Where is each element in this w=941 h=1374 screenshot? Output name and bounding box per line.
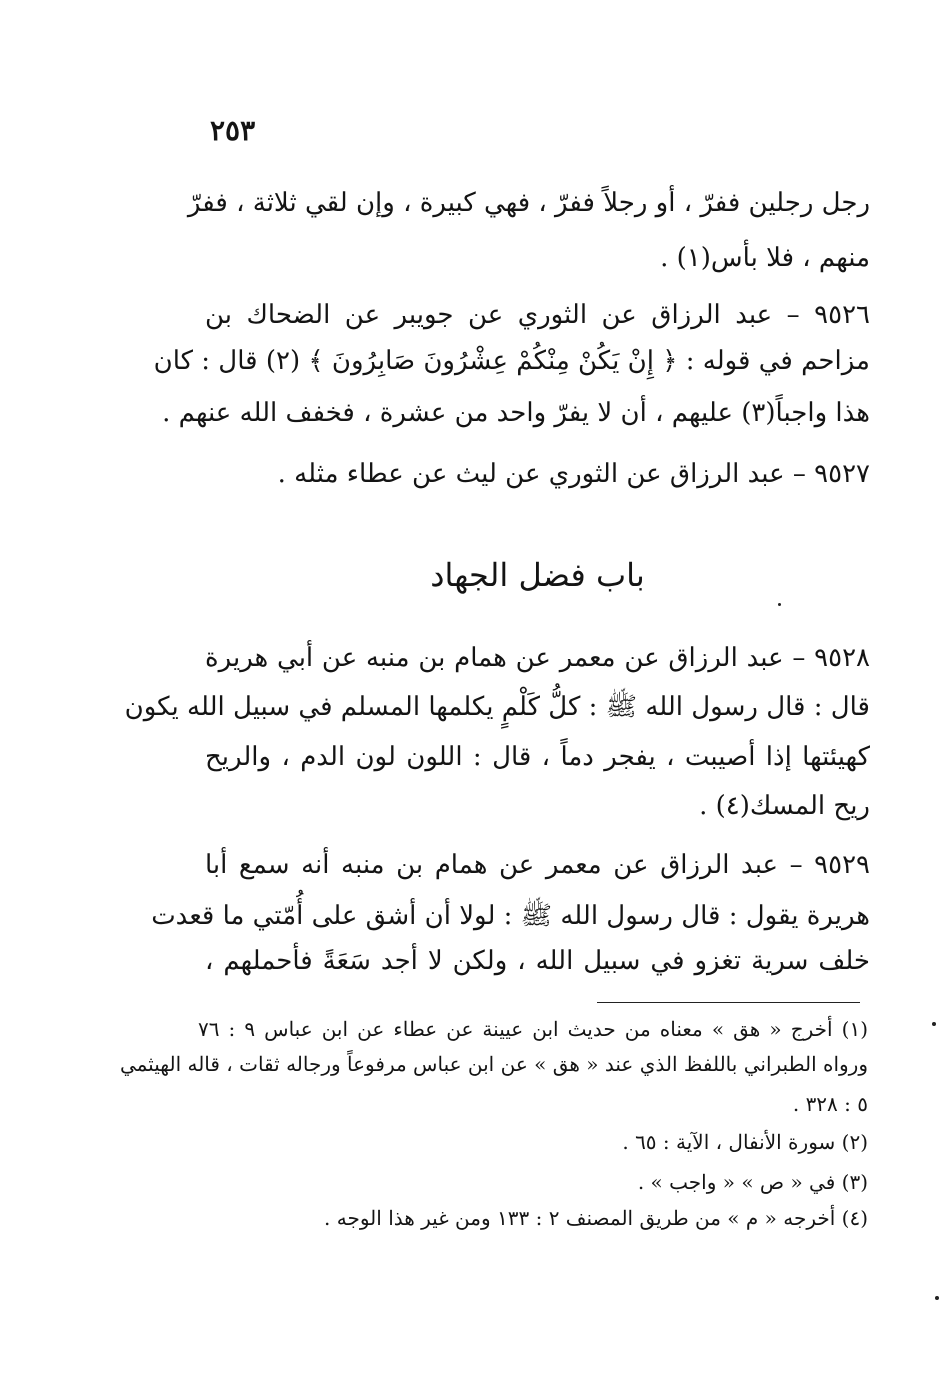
footnote-2: (٢) سورة الأنفال ، الآية : ٦٥ . (622, 1130, 868, 1154)
text-line: مزاحم في قوله : ﴿ إِنْ يَكُنْ مِنْكُمْ عِشْرُونَ صَابِرُونَ ﴾ (٢) قال : كان (153, 346, 870, 376)
text-line: كهيئتها إذا أصيبت ، يفجر دماً ، قال : اللون لون الدم ، والريح (205, 742, 870, 772)
text-line: خلف سرية تغزو في سبيل الله ، ولكن لا أجد سَعَةً فأحملهم ، (205, 946, 870, 976)
text-line: رجل رجلين ففرّ ، أو رجلاً ففرّ ، فهي كبيرة ، وإن لقي ثلاثة ، ففرّ (187, 188, 870, 218)
footnote-1-line: ورواه الطبراني باللفظ الذي عند « هق » عن ابن عباس مرفوعاً ورجاله ثقات ، قاله الهيثمي (119, 1052, 868, 1076)
scan-speck (935, 1296, 939, 1300)
chapter-heading: باب فضل الجهاد (430, 556, 645, 594)
scan-speck (932, 1022, 936, 1026)
scan-speck (778, 603, 781, 606)
text-line: هذا واجباً(٣) عليهم ، أن لا يفرّ واحد من عشرة ، فخفف الله عنهم . (162, 398, 870, 428)
footnote-4: (٤) أخرجه « م » من طريق المصنف ٢ : ١٣٣ ومن غير هذا الوجه . (324, 1206, 868, 1230)
footnote-1-line: (١) أخرج « هق » معناه من حديث ابن عيينة عن عطاء عن ابن عباس ٩ : ٧٦ (198, 1017, 868, 1041)
text-line: منهم ، فلا بأس(١) . (660, 243, 870, 273)
text-line: ٩٥٢٧ – عبد الرزاق عن الثوري عن ليث عن عطاء مثله . (277, 459, 870, 489)
text-line: ٩٥٢٩ – عبد الرزاق عن معمر عن همام بن منبه أنه سمع أبا (205, 850, 870, 880)
footnote-rule (597, 1002, 860, 1003)
footnote-3: (٣) في « ص » « واجب » . (637, 1170, 868, 1194)
text-line: ريح المسك(٤) . (699, 791, 870, 821)
footnote-1-line: ٥ : ٣٢٨ . (792, 1092, 868, 1116)
text-line: قال : قال رسول الله ﷺ : كلُّ كَلْمٍ يكلمها المسلم في سبيل الله يكون (124, 692, 870, 722)
text-line: ٩٥٢٦ – عبد الرزاق عن الثوري عن جويبر عن الضحاك بن (205, 300, 870, 330)
text-line: هريرة يقول : قال رسول الله ﷺ : لولا أن أشق على أُمّتي ما قعدت (151, 901, 870, 931)
text-line: ٩٥٢٨ – عبد الرزاق عن معمر عن همام بن منبه عن أبي هريرة (205, 643, 870, 673)
page-number: ٢٥٣ (210, 114, 256, 147)
